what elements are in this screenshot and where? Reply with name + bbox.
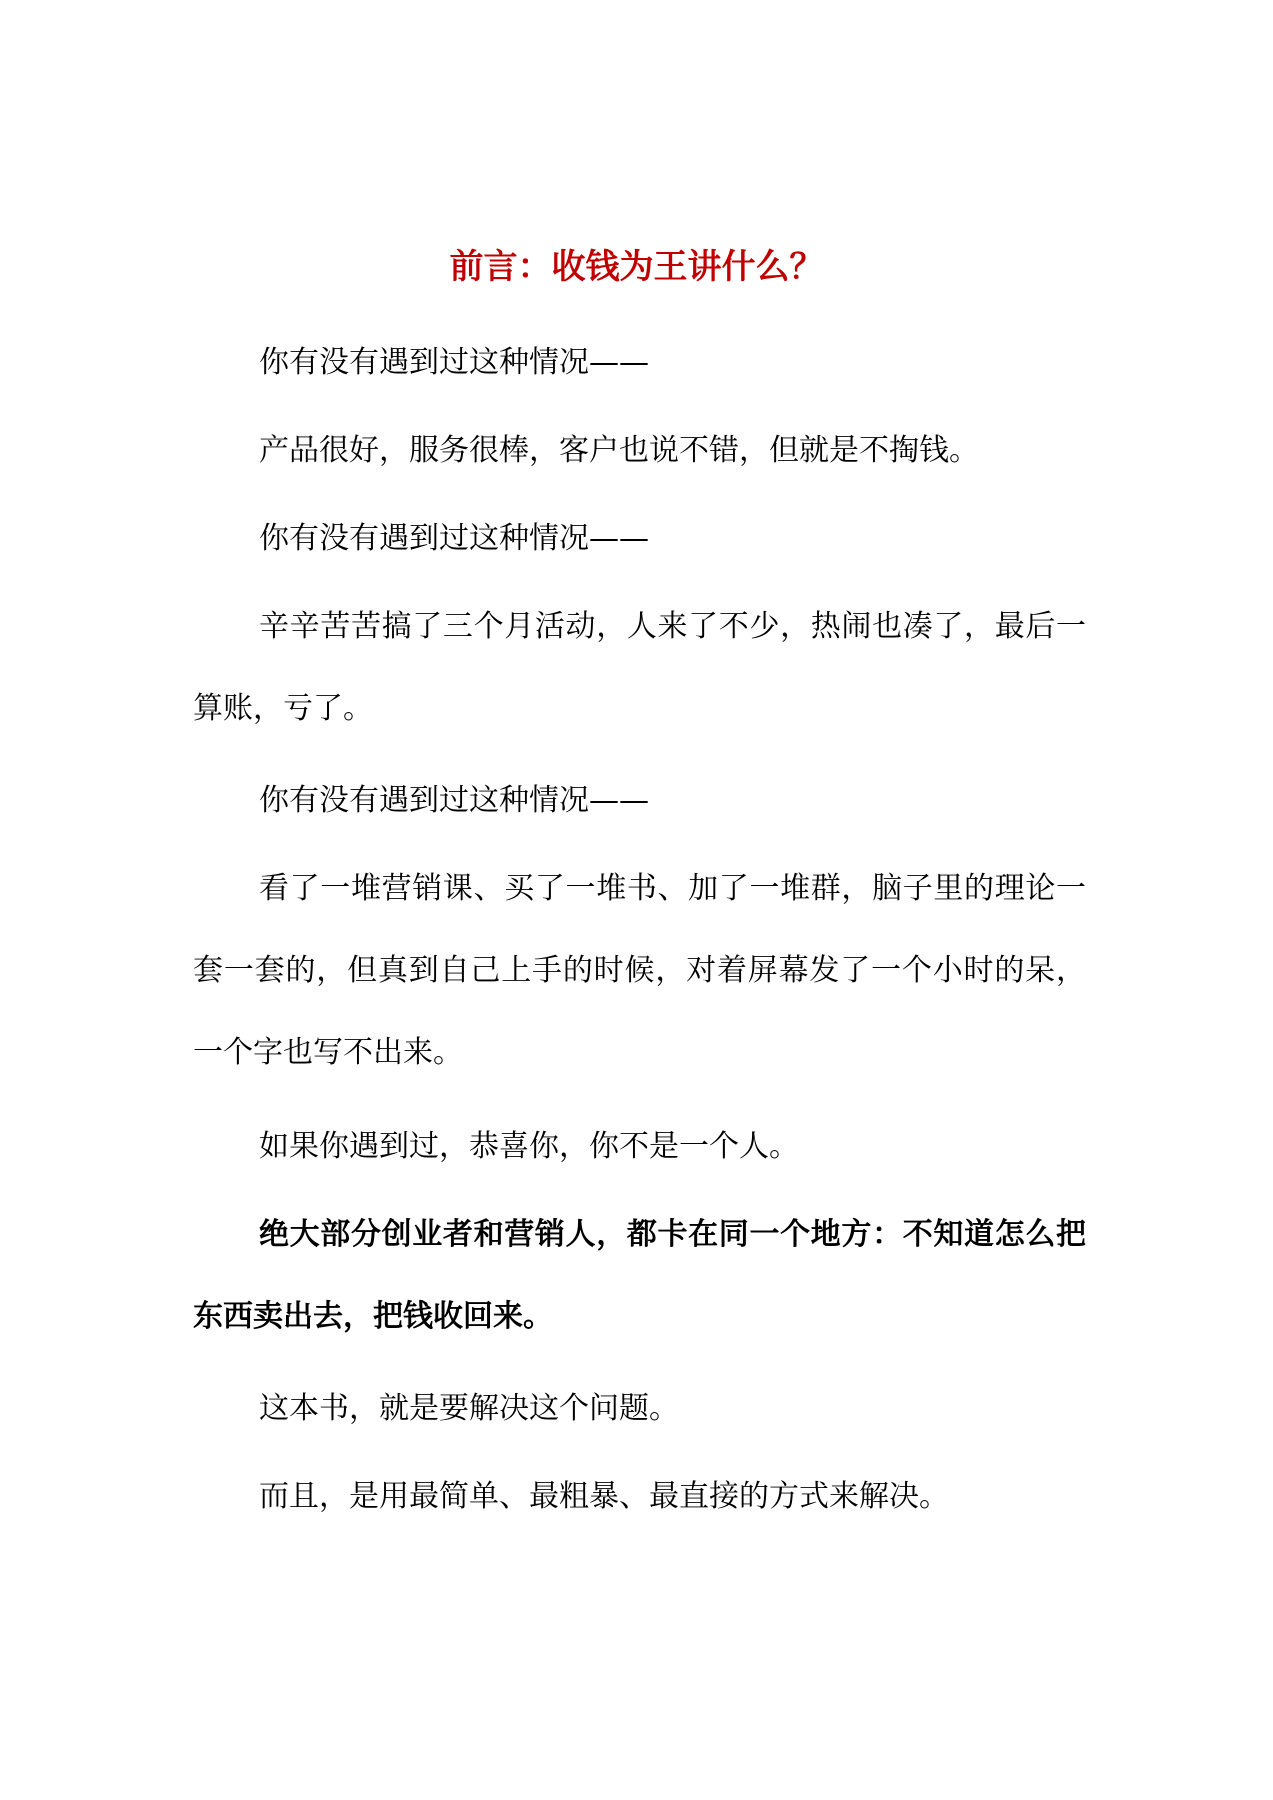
paragraph-4: 辛辛苦苦搞了三个月活动，人来了不少，热闹也凑了，最后一算账，亏了。	[193, 609, 1086, 726]
paragraph-7: 如果你遇到过，恭喜你，你不是一个人。	[259, 1129, 799, 1164]
paragraph-8-emphasis: 绝大部分创业者和营销人，都卡在同一个地方：不知道怎么把东西卖出去，把钱收回来。	[193, 1217, 1086, 1334]
paragraph-6: 看了一堆营销课、买了一堆书、加了一堆群，脑子里的理论一套一套的，但真到自己上手的时候，对着屏幕发了一个小时的呆，一个字也写不出来。	[193, 871, 1086, 1070]
paragraph-3: 你有没有遇到过这种情况——	[259, 521, 649, 556]
paragraph-10: 而且，是用最简单、最粗暴、最直接的方式来解决。	[259, 1479, 949, 1514]
paragraph-9: 这本书，就是要解决这个问题。	[259, 1391, 679, 1426]
paragraph-1: 你有没有遇到过这种情况——	[259, 345, 649, 380]
paragraph-5: 你有没有遇到过这种情况——	[259, 783, 649, 818]
page-title: 前言：收钱为王讲什么？	[449, 247, 824, 287]
paragraph-2: 产品很好，服务很棒，客户也说不错，但就是不掏钱。	[259, 433, 979, 468]
